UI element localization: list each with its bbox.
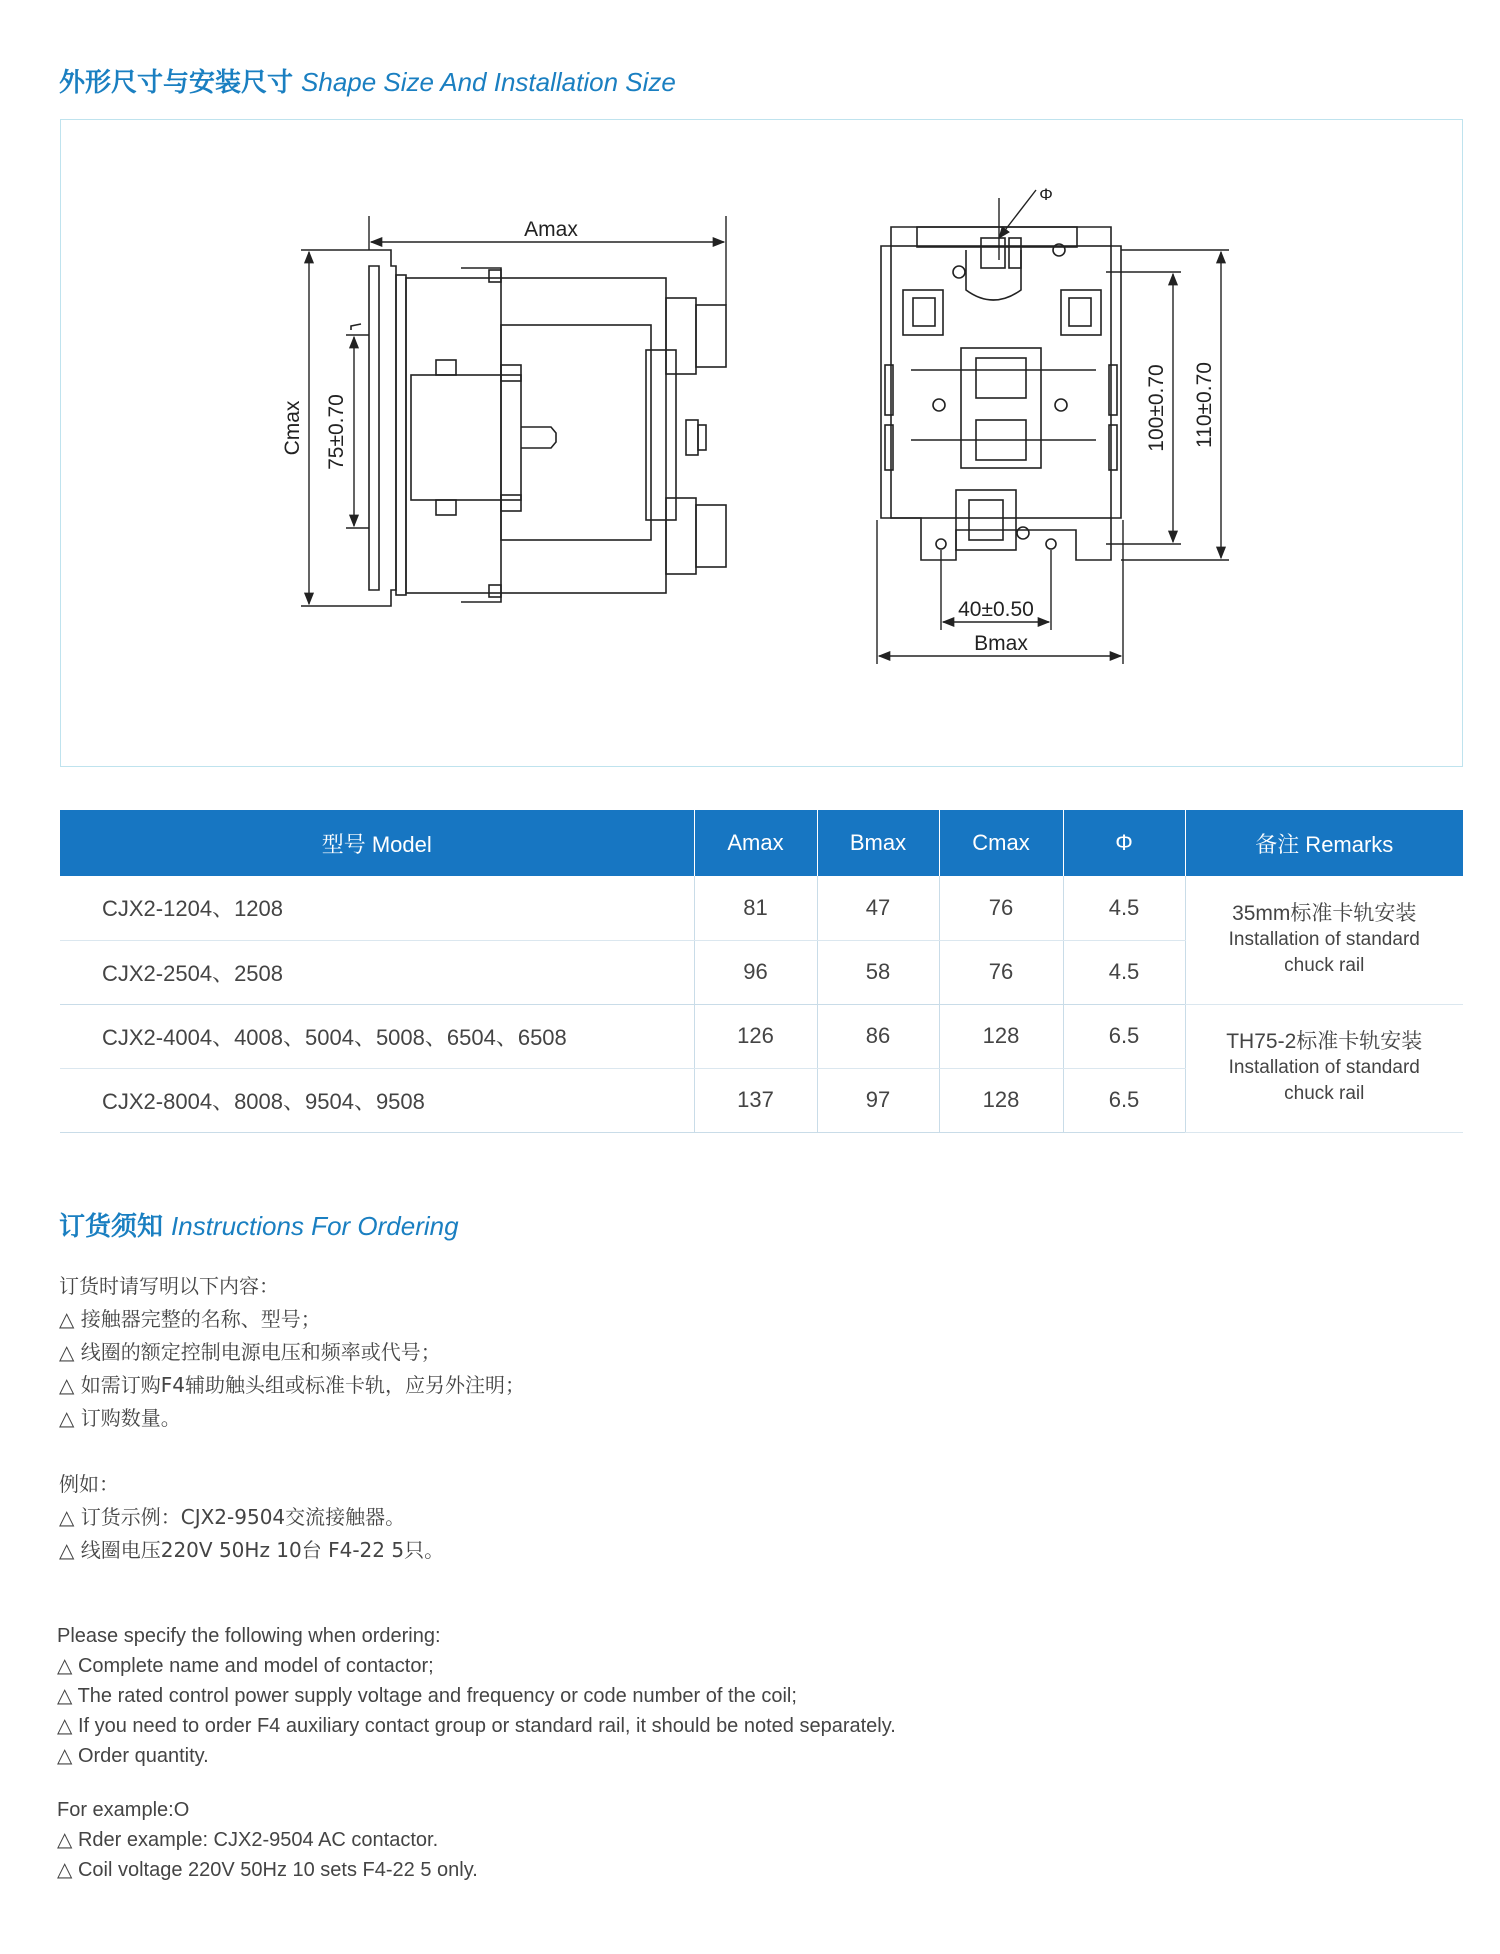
header-remarks: 备注 Remarks: [1185, 810, 1463, 876]
cell-bmax: 58: [817, 940, 939, 1004]
remark-en-line1: Installation of standard: [1228, 1057, 1420, 1078]
cell-bmax: 47: [817, 876, 939, 940]
cell-remark: [1185, 876, 1463, 1004]
header-cmax: Cmax: [939, 810, 1063, 876]
list-item: △ 订货示例：CJX2-9504交流接触器。: [59, 1505, 406, 1529]
list-item: △ 订购数量。: [59, 1406, 181, 1430]
cell-cmax: 128: [939, 1004, 1063, 1068]
front-view-dimensions: [877, 190, 1229, 664]
cell-remark: [1185, 1004, 1463, 1132]
side-view-dimensions: [301, 216, 726, 606]
section-title-ordering: [59, 1206, 459, 1243]
table-row: [60, 1004, 1463, 1068]
section-title-en: Shape Size And Installation Size: [301, 67, 676, 97]
remark-en-line2: chuck rail: [1284, 1083, 1365, 1104]
cell-phi: 4.5: [1063, 876, 1185, 940]
cell-model: CJX2-1204、1208: [60, 876, 694, 940]
list-item: △ 如需订购F4辅助触头组或标准卡轨，应另外注明；: [59, 1373, 525, 1397]
label-110: 110±0.70: [1193, 362, 1216, 448]
cell-model: CJX2-4004、4008、5004、5008、6504、6508: [60, 1004, 694, 1068]
label-amax: Amax: [524, 218, 578, 241]
cn-example-intro: 例如：: [59, 1472, 119, 1496]
section-title-cn: 订货须知: [59, 1212, 164, 1242]
en-ordering-example: [57, 1795, 478, 1885]
label-100: 100±0.70: [1145, 364, 1168, 452]
cell-amax: 96: [694, 940, 817, 1004]
label-cmax: Cmax: [281, 400, 304, 456]
cell-amax: 81: [694, 876, 817, 940]
list-item: △ 接触器完整的名称、型号；: [59, 1307, 321, 1331]
cn-ordering-example: [59, 1468, 444, 1567]
en-example-intro: For example:O: [57, 1799, 190, 1821]
list-item: △ The rated control power supply voltage and frequency or code number of the coil;: [57, 1685, 797, 1707]
cell-phi: 6.5: [1063, 1068, 1185, 1132]
cell-cmax: 128: [939, 1068, 1063, 1132]
dimension-table: [60, 810, 1463, 1133]
en-ordering-instructions: [57, 1621, 896, 1771]
header-model: 型号 Model: [60, 810, 694, 876]
label-phi: Φ: [1039, 185, 1053, 204]
list-item: △ Complete name and model of contactor;: [57, 1655, 434, 1677]
remark-en-line2: chuck rail: [1284, 954, 1365, 976]
section-title-cn: 外形尺寸与安装尺寸: [59, 68, 294, 98]
table-row: [60, 876, 1463, 940]
list-item: △ If you need to order F4 auxiliary contact group or standard rail, it should be noted separately.: [57, 1715, 896, 1737]
header-bmax: Bmax: [817, 810, 939, 876]
side-view: [351, 250, 726, 606]
list-item: △ 线圈电压220V 50Hz 10台 F4-22 5只。: [59, 1538, 445, 1562]
cell-phi: 4.5: [1063, 940, 1185, 1004]
cn-intro: 订货时请写明以下内容：: [59, 1274, 279, 1298]
remark-cn: TH75-2标准卡轨安装: [1226, 1030, 1423, 1053]
label-bmax: Bmax: [974, 632, 1028, 655]
cell-cmax: 76: [939, 876, 1063, 940]
cn-ordering-instructions: [59, 1270, 525, 1435]
list-item: △ Coil voltage 220V 50Hz 10 sets F4-22 5 only.: [57, 1859, 478, 1881]
en-intro: Please specify the following when ordering:: [57, 1625, 441, 1647]
cell-cmax: 76: [939, 940, 1063, 1004]
drawing-labels: [281, 185, 1216, 655]
section-title-shape-size: [59, 62, 676, 99]
cell-amax: 137: [694, 1068, 817, 1132]
list-item: △ Rder example: CJX2-9504 AC contactor.: [57, 1829, 439, 1851]
label-40: 40±0.50: [958, 598, 1034, 621]
list-item: △ 线圈的额定控制电源电压和频率或代号；: [59, 1340, 441, 1364]
cell-model: CJX2-2504、2508: [60, 940, 694, 1004]
cell-bmax: 86: [817, 1004, 939, 1068]
dimension-drawing-frame: [60, 119, 1463, 767]
table-header-row: [60, 810, 1463, 876]
remark-cn: 35mm标准卡轨安装: [1232, 901, 1417, 925]
label-75: 75±0.70: [325, 394, 348, 470]
cell-model: CJX2-8004、8008、9504、9508: [60, 1068, 694, 1132]
header-amax: Amax: [694, 810, 817, 876]
cell-bmax: 97: [817, 1068, 939, 1132]
list-item: △ Order quantity.: [57, 1745, 209, 1767]
remark-en-line1: Installation of standard: [1228, 928, 1420, 950]
header-phi: Φ: [1063, 810, 1185, 876]
dimension-drawing: [61, 120, 1464, 768]
cell-amax: 126: [694, 1004, 817, 1068]
section-title-en: Instructions For Ordering: [171, 1211, 459, 1241]
front-view: [881, 227, 1121, 560]
cell-phi: 6.5: [1063, 1004, 1185, 1068]
